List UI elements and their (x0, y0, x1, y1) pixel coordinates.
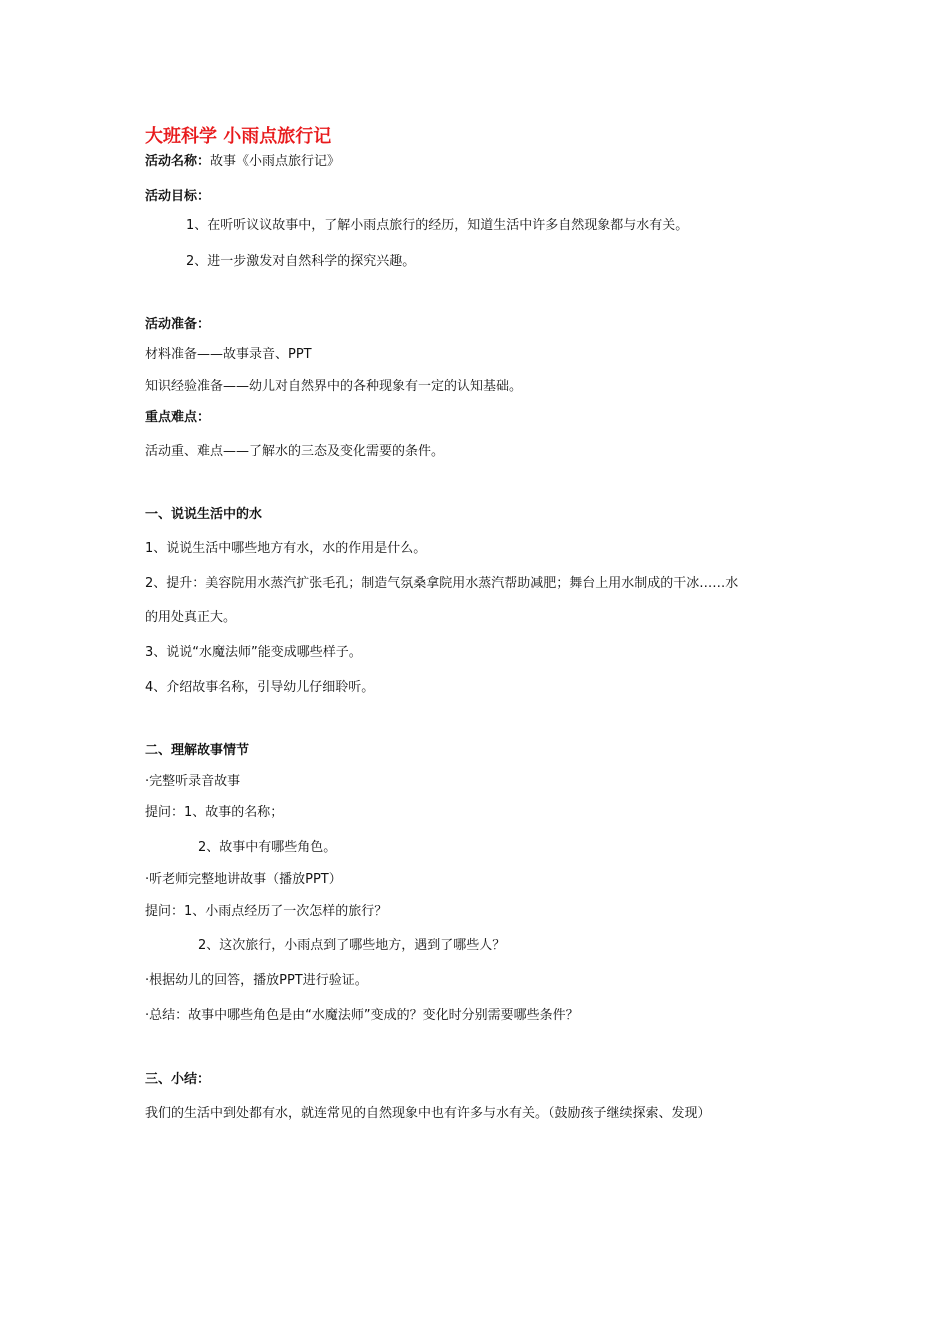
section-1-item: 的用处真正大。 (145, 610, 237, 625)
document-title: 大班科学 小雨点旅行记 (145, 126, 332, 147)
section-2-item: ·完整听录音故事 (145, 774, 241, 789)
prep-label: 活动准备： (145, 317, 211, 332)
activity-name-value: 故事《小雨点旅行记》 (210, 154, 341, 169)
prep-item: 知识经验准备——幼儿对自然界中的各种现象有一定的认知基础。 (145, 379, 523, 394)
section-2-item: ·根据幼儿的回答，播放PPT进行验证。 (145, 973, 368, 988)
section-2-heading: 二、理解故事情节 (145, 743, 250, 758)
goal-item: 2、进一步激发对自然科学的探究兴趣。 (186, 254, 416, 269)
section-2-item: ·总结：故事中哪些角色是由“水魔法师”变成的？变化时分别需要哪些条件？ (145, 1008, 579, 1023)
section-3-text: 我们的生活中到处都有水，就连常见的自然现象中也有许多与水有关。（鼓励孩子继续探索、发现） (145, 1106, 711, 1121)
section-2-item: 提问：1、小雨点经历了一次怎样的旅行？ (145, 904, 388, 919)
goal-item: 1、在听听议议故事中，了解小雨点旅行的经历，知道生活中许多自然现象都与水有关。 (186, 218, 689, 233)
activity-name-line (145, 153, 340, 171)
key-text: 活动重、难点——了解水的三态及变化需要的条件。 (145, 444, 445, 459)
section-2-item: ·听老师完整地讲故事（播放PPT） (145, 872, 342, 887)
section-1-item: 3、说说“水魔法师”能变成哪些样子。 (145, 645, 362, 660)
section-2-item: 提问：1、故事的名称； (145, 805, 284, 820)
section-1-item: 2、提升：美容院用水蒸汽扩张毛孔；制造气氛桑拿院用水蒸汽帮助减肥；舞台上用水制成的干冰……水 (145, 576, 739, 591)
goals-label: 活动目标： (145, 189, 211, 204)
section-1-item: 1、说说生活中哪些地方有水，水的作用是什么。 (145, 541, 427, 556)
section-1-item: 4、介绍故事名称，引导幼儿仔细聆听。 (145, 680, 375, 695)
section-2-item: 2、故事中有哪些角色。 (198, 840, 337, 855)
section-3-heading: 三、小结： (145, 1072, 211, 1087)
key-label: 重点难点： (145, 410, 211, 425)
activity-name-label: 活动名称： (145, 154, 211, 169)
prep-item: 材料准备——故事录音、PPT (145, 347, 312, 362)
section-2-item: 2、这次旅行，小雨点到了哪些地方，遇到了哪些人？ (198, 938, 506, 953)
section-1-heading: 一、说说生活中的水 (145, 507, 263, 522)
